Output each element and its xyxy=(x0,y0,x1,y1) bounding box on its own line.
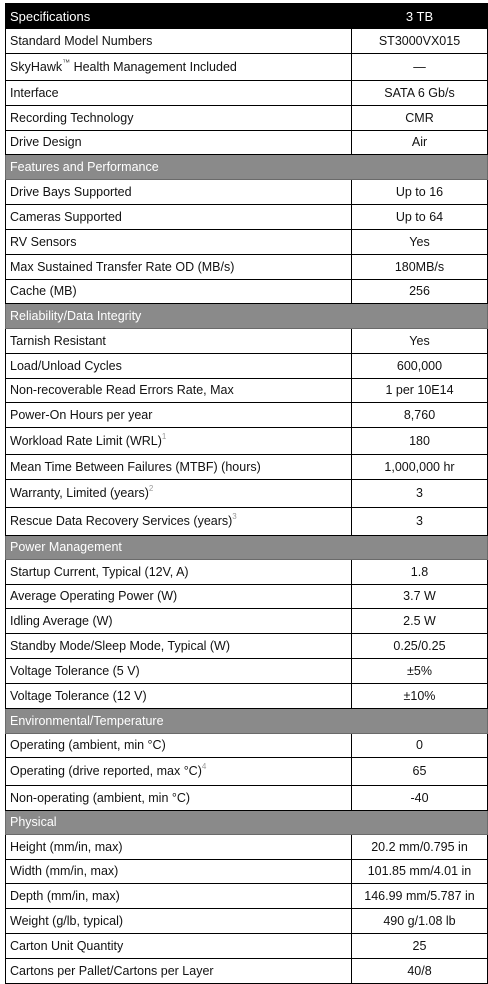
spec-value: Yes xyxy=(352,329,488,354)
spec-label-cell xyxy=(6,29,352,54)
spec-value: 0.25/0.25 xyxy=(352,634,488,659)
table-row xyxy=(6,934,488,959)
spec-label-cell xyxy=(6,205,352,230)
spec-label-cell xyxy=(6,54,352,81)
header-label: Specifications xyxy=(6,4,352,29)
spec-label-cell xyxy=(6,329,352,354)
section-header-row xyxy=(6,155,488,180)
spec-value: 65 xyxy=(352,758,488,786)
footnote-marker: 3 xyxy=(232,512,237,521)
spec-label-cell xyxy=(6,585,352,609)
section-title: Environmental/Temperature xyxy=(6,709,488,734)
table-row xyxy=(6,758,488,786)
spec-value: — xyxy=(352,54,488,81)
table-row xyxy=(6,609,488,634)
section-header-row xyxy=(6,709,488,734)
table-row xyxy=(6,480,488,508)
spec-label: Interface xyxy=(10,85,59,100)
spec-label-cell xyxy=(6,455,352,480)
table-row xyxy=(6,455,488,480)
spec-value: ST3000VX015 xyxy=(352,29,488,54)
spec-value: Air xyxy=(352,131,488,155)
section-header-row xyxy=(6,536,488,560)
table-row xyxy=(6,884,488,909)
spec-label-cell xyxy=(6,428,352,455)
table-row xyxy=(6,634,488,659)
spec-label-cell xyxy=(6,884,352,909)
spec-label: Recording Technology xyxy=(10,110,134,125)
spec-label: Depth (mm/in, max) xyxy=(10,888,120,903)
spec-label-cell xyxy=(6,230,352,255)
table-row xyxy=(6,29,488,54)
spec-value: 3 xyxy=(352,508,488,536)
spec-value: 1,000,000 hr xyxy=(352,455,488,480)
table-row xyxy=(6,180,488,205)
spec-value: 1 per 10E14 xyxy=(352,379,488,403)
spec-label: Idling Average (W) xyxy=(10,613,113,628)
spec-label: Tarnish Resistant xyxy=(10,333,106,348)
spec-label-cell xyxy=(6,280,352,304)
spec-label-cell xyxy=(6,786,352,811)
spec-label-cell xyxy=(6,560,352,585)
spec-label-cell xyxy=(6,758,352,786)
table-row xyxy=(6,909,488,934)
spec-label: Width (mm/in, max) xyxy=(10,864,119,878)
footnote-marker: 4 xyxy=(201,762,207,771)
table-row xyxy=(6,684,488,709)
spec-label: Load/Unload Cycles xyxy=(10,358,122,373)
spec-label: Voltage Tolerance (5 V) xyxy=(10,663,140,678)
spec-label-cell xyxy=(6,659,352,684)
table-row xyxy=(6,835,488,860)
spec-label: Non-operating (ambient, min °C) xyxy=(10,790,191,805)
spec-label: SkyHawk xyxy=(10,59,63,74)
spec-value: ±5% xyxy=(352,659,488,684)
table-row xyxy=(6,403,488,428)
spec-label: Operating (drive reported, max °C) xyxy=(10,764,202,778)
table-row xyxy=(6,560,488,585)
spec-label: Voltage Tolerance (12 V) xyxy=(10,688,147,703)
table-row xyxy=(6,329,488,354)
spec-label: Cache (MB) xyxy=(10,284,77,298)
table-row xyxy=(6,585,488,609)
section-title: Physical xyxy=(6,811,488,835)
header-capacity: 3 TB xyxy=(352,4,488,29)
table-row xyxy=(6,786,488,811)
spec-label-cell xyxy=(6,379,352,403)
spec-table-container xyxy=(5,3,487,984)
spec-value: 256 xyxy=(352,280,488,304)
spec-value: 25 xyxy=(352,934,488,959)
spec-value: 180MB/s xyxy=(352,255,488,280)
section-header-row xyxy=(6,811,488,835)
spec-label: Weight (g/lb, typical) xyxy=(10,913,124,928)
table-row xyxy=(6,379,488,403)
footnote-marker: 2 xyxy=(148,484,154,493)
spec-value: 3 xyxy=(352,480,488,508)
spec-label-cell xyxy=(6,734,352,758)
spec-label: Cameras Supported xyxy=(10,209,122,224)
spec-label: Mean Time Between Failures (MTBF) (hours) xyxy=(10,459,261,474)
spec-label: Non-recoverable Read Errors Rate, Max xyxy=(10,383,234,397)
footnote-marker: 1 xyxy=(161,431,167,441)
spec-value: 2.5 W xyxy=(352,609,488,634)
spec-value: 3.7 W xyxy=(352,585,488,609)
spec-label-rest: Health Management Included xyxy=(70,59,237,74)
spec-label: Warranty, Limited (years) xyxy=(10,486,149,500)
section-title: Features and Performance xyxy=(6,155,488,180)
spec-label: Operating (ambient, min °C) xyxy=(10,738,166,752)
spec-value: 101.85 mm/4.01 in xyxy=(352,860,488,884)
spec-value: 40/8 xyxy=(352,959,488,984)
table-row xyxy=(6,230,488,255)
table-header-row xyxy=(6,4,488,29)
spec-table xyxy=(5,3,488,984)
spec-value: 20.2 mm/0.795 in xyxy=(352,835,488,860)
section-title: Power Management xyxy=(6,536,488,560)
spec-label-cell xyxy=(6,609,352,634)
spec-label: Drive Bays Supported xyxy=(10,184,132,199)
spec-label-cell xyxy=(6,835,352,860)
spec-label-cell xyxy=(6,684,352,709)
spec-label: Workload Rate Limit (WRL) xyxy=(10,433,162,448)
spec-label-cell xyxy=(6,81,352,106)
table-row xyxy=(6,508,488,536)
spec-label: Average Operating Power (W) xyxy=(10,589,178,603)
table-row xyxy=(6,659,488,684)
spec-value: 146.99 mm/5.787 in xyxy=(352,884,488,909)
section-title: Reliability/Data Integrity xyxy=(6,304,488,329)
spec-label: Max Sustained Transfer Rate OD (MB/s) xyxy=(10,259,235,274)
table-row xyxy=(6,860,488,884)
spec-label: Cartons per Pallet/Cartons per Layer xyxy=(10,963,214,978)
table-row xyxy=(6,131,488,155)
table-row xyxy=(6,354,488,379)
spec-value: 490 g/1.08 lb xyxy=(352,909,488,934)
table-row xyxy=(6,106,488,131)
spec-label-cell xyxy=(6,480,352,508)
spec-label-cell xyxy=(6,959,352,984)
spec-value: Up to 16 xyxy=(352,180,488,205)
spec-label-cell xyxy=(6,508,352,536)
spec-value: 1.8 xyxy=(352,560,488,585)
table-row xyxy=(6,734,488,758)
spec-value: -40 xyxy=(352,786,488,811)
spec-table-body xyxy=(6,29,488,984)
spec-label: Carton Unit Quantity xyxy=(10,938,124,953)
spec-label: Rescue Data Recovery Services (years) xyxy=(10,514,233,528)
spec-label-cell xyxy=(6,403,352,428)
section-header-row xyxy=(6,304,488,329)
spec-value: Up to 64 xyxy=(352,205,488,230)
spec-value: 0 xyxy=(352,734,488,758)
table-row xyxy=(6,81,488,106)
spec-label-cell xyxy=(6,131,352,155)
spec-label-cell xyxy=(6,180,352,205)
spec-value: CMR xyxy=(352,106,488,131)
spec-value: SATA 6 Gb/s xyxy=(352,81,488,106)
spec-value: ±10% xyxy=(352,684,488,709)
spec-label: Height (mm/in, max) xyxy=(10,839,123,854)
spec-label-cell xyxy=(6,934,352,959)
table-row xyxy=(6,280,488,304)
spec-label: RV Sensors xyxy=(10,234,77,249)
table-row xyxy=(6,205,488,230)
spec-value: 600,000 xyxy=(352,354,488,379)
spec-value: 8,760 xyxy=(352,403,488,428)
spec-value: Yes xyxy=(352,230,488,255)
spec-label-cell xyxy=(6,354,352,379)
table-row xyxy=(6,255,488,280)
spec-value: 180 xyxy=(352,428,488,455)
trademark-mark: ™ xyxy=(62,57,71,67)
spec-label: Standard Model Numbers xyxy=(10,33,153,48)
spec-label-cell xyxy=(6,106,352,131)
table-row xyxy=(6,959,488,984)
spec-label-cell xyxy=(6,909,352,934)
spec-label: Startup Current, Typical (12V, A) xyxy=(10,564,189,579)
table-row xyxy=(6,54,488,81)
spec-label-cell xyxy=(6,634,352,659)
spec-label-cell xyxy=(6,255,352,280)
spec-label: Power-On Hours per year xyxy=(10,407,153,422)
spec-label: Standby Mode/Sleep Mode, Typical (W) xyxy=(10,638,231,653)
spec-label: Drive Design xyxy=(10,135,82,149)
table-row xyxy=(6,428,488,455)
spec-label-cell xyxy=(6,860,352,884)
